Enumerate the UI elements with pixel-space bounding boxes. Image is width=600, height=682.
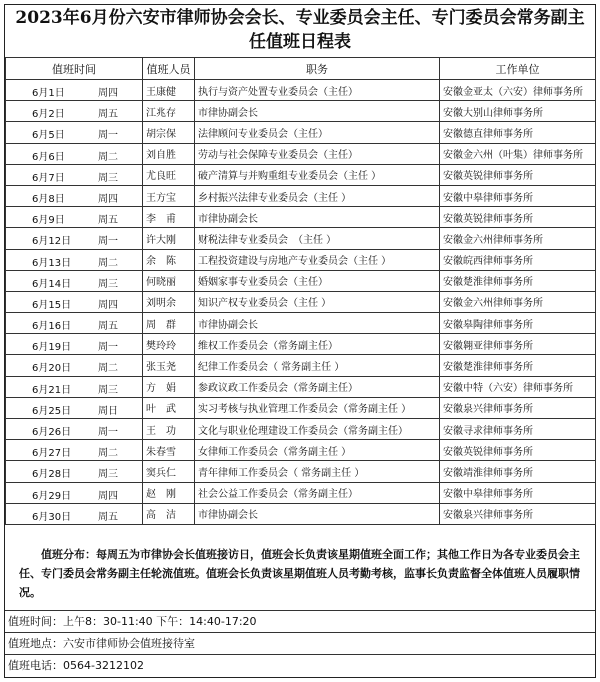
unit-cell: 安徽中皋律师事务所 bbox=[440, 185, 596, 206]
unit-cell: 安徽英锐律师事务所 bbox=[440, 164, 596, 185]
unit-cell: 安徽寻求律师事务所 bbox=[440, 419, 596, 440]
role-cell: 财税法律专业委员会 （主任 ） bbox=[195, 228, 440, 249]
person-cell: 何晓丽 bbox=[143, 270, 195, 291]
header-person: 值班人员 bbox=[143, 58, 195, 80]
unit-cell: 安徽金六州（叶集）律师事务所 bbox=[440, 143, 596, 164]
date-text: 6月16日 bbox=[32, 321, 72, 333]
time-cell bbox=[6, 249, 143, 270]
time-cell bbox=[6, 397, 143, 418]
unit-cell: 安徽翱亚律师事务所 bbox=[440, 334, 596, 355]
person-cell: 叶 武 bbox=[143, 397, 195, 418]
date-text: 6月15日 bbox=[32, 299, 72, 311]
duty-phone: 值班电话：0564-3212102 bbox=[8, 659, 144, 672]
table-row bbox=[6, 164, 596, 185]
time-cell bbox=[6, 122, 143, 143]
unit-cell: 安徽大别山律师事务所 bbox=[440, 101, 596, 122]
unit-cell: 安徽皖西律师事务所 bbox=[440, 249, 596, 270]
header-unit: 工作单位 bbox=[440, 58, 596, 80]
role-cell: 婚姻家事专业委员会（主任） bbox=[195, 270, 440, 291]
time-cell bbox=[6, 143, 143, 164]
role-cell: 青年律师工作委员会（ 常务副主任 ） bbox=[195, 461, 440, 482]
weekday-text: 周二 bbox=[98, 363, 118, 375]
person-cell: 刘明余 bbox=[143, 291, 195, 312]
role-cell: 参政议政工作委员会（常务副主任） bbox=[195, 376, 440, 397]
weekday-text: 周三 bbox=[98, 172, 118, 184]
table-row bbox=[6, 291, 596, 312]
person-cell: 王 功 bbox=[143, 419, 195, 440]
table-row bbox=[6, 143, 596, 164]
person-cell: 江兆存 bbox=[143, 101, 195, 122]
weekday-text: 周四 bbox=[98, 88, 118, 99]
duty-place: 值班地点：六安市律师协会值班接待室 bbox=[5, 633, 595, 655]
schedule-table bbox=[5, 57, 596, 525]
table-row bbox=[6, 440, 596, 461]
person-cell: 尤良旺 bbox=[143, 164, 195, 185]
person-cell: 朱春雪 bbox=[143, 440, 195, 461]
weekday-text: 周一 bbox=[98, 427, 118, 438]
person-cell: 张玉尧 bbox=[143, 355, 195, 376]
role-cell: 劳动与社会保障专业委员会（主任） bbox=[195, 143, 440, 164]
time-cell bbox=[6, 461, 143, 482]
person-cell: 方 娟 bbox=[143, 376, 195, 397]
person-cell: 窦兵仁 bbox=[143, 461, 195, 482]
time-cell bbox=[6, 80, 143, 101]
role-cell: 实习考核与执业管理工作委员会（常务副主任 ） bbox=[195, 397, 440, 418]
person-cell: 余 陈 bbox=[143, 249, 195, 270]
table-row bbox=[6, 122, 596, 143]
table-row bbox=[6, 461, 596, 482]
date-text: 6月14日 bbox=[32, 278, 72, 290]
date-text: 6月5日 bbox=[32, 130, 65, 142]
person-cell: 王康健 bbox=[143, 80, 195, 101]
weekday-text: 周四 bbox=[98, 299, 118, 311]
date-text: 6月13日 bbox=[32, 257, 72, 269]
date-text: 6月2日 bbox=[32, 109, 65, 121]
table-row bbox=[6, 313, 596, 334]
date-text: 6月1日 bbox=[32, 88, 65, 99]
table-row bbox=[6, 355, 596, 376]
unit-cell: 安徽金亚太（六安）律师事务所 bbox=[440, 80, 596, 101]
table-row bbox=[6, 397, 596, 418]
table-row bbox=[6, 228, 596, 249]
unit-cell: 安徽泉兴律师事务所 bbox=[440, 503, 596, 524]
duty-note: 值班分布：每周五为市律协会长值班接访日，值班会长负责该星期值班全面工作；其他工作日为各专业委员会主任、专门委员会常务副主任轮流值班。值班会长负责该星期值班人员考勤考核，监事长负责监督全体值班人员履职情况。 bbox=[5, 535, 595, 611]
unit-cell: 安徽靖淮律师事务所 bbox=[440, 461, 596, 482]
role-cell: 社会公益工作委员会（常务副主任） bbox=[195, 482, 440, 503]
weekday-text: 周三 bbox=[98, 278, 118, 290]
role-cell: 市律协副会长 bbox=[195, 313, 440, 334]
unit-cell: 安徽楚淮律师事务所 bbox=[440, 355, 596, 376]
table-row bbox=[6, 482, 596, 503]
role-cell: 市律协副会长 bbox=[195, 503, 440, 524]
role-cell: 法律顾问专业委员会（主任） bbox=[195, 122, 440, 143]
time-cell bbox=[6, 503, 143, 524]
title-line-1: 2023年6月份六安市律师协会会长、专业委员会主任、专门委员会常务副主 bbox=[15, 8, 585, 28]
unit-cell: 安徽德直律师事务所 bbox=[440, 122, 596, 143]
date-text: 6月26日 bbox=[32, 427, 72, 438]
table-header-row bbox=[6, 58, 596, 80]
weekday-text: 周一 bbox=[98, 130, 118, 142]
role-cell: 知识产权专业委员会（主任 ） bbox=[195, 291, 440, 312]
header-role: 职务 bbox=[195, 58, 440, 80]
header-time: 值班时间 bbox=[6, 58, 143, 80]
weekday-text: 周二 bbox=[98, 257, 118, 269]
role-cell: 文化与职业伦理建设工作委员会（常务副主任） bbox=[195, 419, 440, 440]
date-text: 6月12日 bbox=[32, 236, 72, 248]
person-cell: 赵 刚 bbox=[143, 482, 195, 503]
weekday-text: 周一 bbox=[98, 236, 118, 248]
time-cell bbox=[6, 228, 143, 249]
table-row bbox=[6, 80, 596, 101]
unit-cell: 安徽中特（六安）律师事务所 bbox=[440, 376, 596, 397]
unit-cell: 安徽金六州律师事务所 bbox=[440, 291, 596, 312]
time-cell bbox=[6, 270, 143, 291]
date-text: 6月25日 bbox=[32, 405, 72, 417]
table-row bbox=[6, 503, 596, 524]
unit-cell: 安徽楚淮律师事务所 bbox=[440, 270, 596, 291]
table-row bbox=[6, 376, 596, 397]
date-text: 6月27日 bbox=[32, 448, 72, 460]
unit-cell: 安徽英锐律师事务所 bbox=[440, 207, 596, 228]
person-cell: 胡宗保 bbox=[143, 122, 195, 143]
date-text: 6月8日 bbox=[32, 193, 65, 205]
person-cell: 王方宝 bbox=[143, 185, 195, 206]
role-cell: 破产清算与并购重组专业委员会（主任 ） bbox=[195, 164, 440, 185]
weekday-text: 周一 bbox=[98, 342, 118, 354]
date-text: 6月6日 bbox=[32, 151, 65, 163]
date-text: 6月21日 bbox=[32, 384, 72, 396]
unit-cell: 安徽泉兴律师事务所 bbox=[440, 397, 596, 418]
person-cell: 刘自胜 bbox=[143, 143, 195, 164]
role-cell: 乡村振兴法律专业委员会（主任 ） bbox=[195, 185, 440, 206]
person-cell: 许大刚 bbox=[143, 228, 195, 249]
page-title bbox=[5, 6, 595, 56]
person-cell: 高 洁 bbox=[143, 503, 195, 524]
table-row bbox=[6, 334, 596, 355]
role-cell: 纪律工作委员会（ 常务副主任 ） bbox=[195, 355, 440, 376]
table-row bbox=[6, 419, 596, 440]
weekday-text: 周五 bbox=[98, 511, 118, 523]
date-text: 6月29日 bbox=[32, 490, 72, 502]
weekday-text: 周五 bbox=[98, 109, 118, 121]
unit-cell: 安徽金六州律师事务所 bbox=[440, 228, 596, 249]
time-cell bbox=[6, 334, 143, 355]
role-cell: 女律师工作委员会（常务副主任 ） bbox=[195, 440, 440, 461]
date-text: 6月7日 bbox=[32, 172, 65, 184]
weekday-text: 周三 bbox=[98, 384, 118, 396]
time-cell bbox=[6, 355, 143, 376]
time-cell bbox=[6, 185, 143, 206]
duty-time: 值班时间：上午8：30-11:40 下午：14:40-17:20 bbox=[5, 611, 595, 633]
table-row bbox=[6, 207, 596, 228]
role-cell: 工程投资建设与房地产专业委员会（主任 ） bbox=[195, 249, 440, 270]
weekday-text: 周二 bbox=[98, 151, 118, 163]
weekday-text: 周五 bbox=[98, 215, 118, 227]
time-cell bbox=[6, 291, 143, 312]
table-row bbox=[6, 249, 596, 270]
table-row bbox=[6, 185, 596, 206]
role-cell: 维权工作委员会（常务副主任） bbox=[195, 334, 440, 355]
time-cell bbox=[6, 313, 143, 334]
weekday-text: 周日 bbox=[98, 405, 118, 417]
role-cell: 市律协副会长 bbox=[195, 207, 440, 228]
date-text: 6月9日 bbox=[32, 215, 65, 227]
weekday-text: 周三 bbox=[98, 469, 118, 481]
role-cell: 执行与资产处置专业委员会（主任） bbox=[195, 80, 440, 101]
person-cell: 李 甫 bbox=[143, 207, 195, 228]
weekday-text: 周五 bbox=[98, 321, 118, 333]
time-cell bbox=[6, 207, 143, 228]
table-body bbox=[6, 80, 596, 525]
date-text: 6月30日 bbox=[32, 511, 72, 523]
unit-cell: 安徽皋陶律师事务所 bbox=[440, 313, 596, 334]
role-cell: 市律协副会长 bbox=[195, 101, 440, 122]
date-text: 6月19日 bbox=[32, 342, 72, 354]
weekday-text: 周四 bbox=[98, 193, 118, 205]
time-cell bbox=[6, 164, 143, 185]
person-cell: 樊玲玲 bbox=[143, 334, 195, 355]
table-row bbox=[6, 101, 596, 122]
date-text: 6月20日 bbox=[32, 363, 72, 375]
weekday-text: 周二 bbox=[98, 448, 118, 460]
date-text: 6月28日 bbox=[32, 469, 72, 481]
time-cell bbox=[6, 101, 143, 122]
unit-cell: 安徽中皋律师事务所 bbox=[440, 482, 596, 503]
time-cell bbox=[6, 440, 143, 461]
time-cell bbox=[6, 419, 143, 440]
time-cell bbox=[6, 376, 143, 397]
time-cell bbox=[6, 482, 143, 503]
unit-cell: 安徽英锐律师事务所 bbox=[440, 440, 596, 461]
weekday-text: 周四 bbox=[98, 490, 118, 502]
title-line-2: 任值班日程表 bbox=[249, 32, 351, 52]
person-cell: 周 群 bbox=[143, 313, 195, 334]
table-row bbox=[6, 270, 596, 291]
